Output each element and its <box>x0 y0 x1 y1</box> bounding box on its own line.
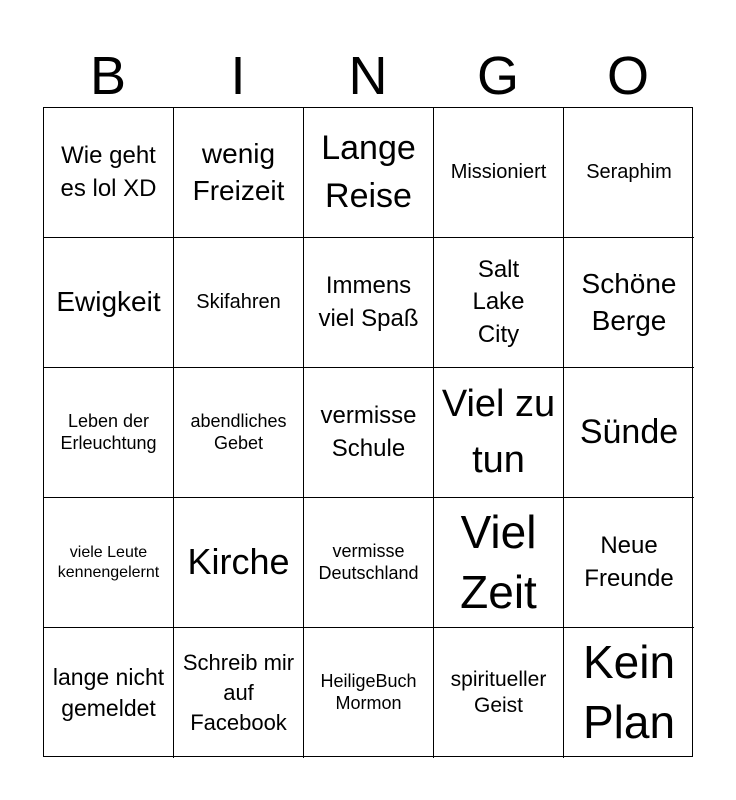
bingo-cell-r4c5[interactable] <box>564 498 694 628</box>
bingo-cell-r2c5[interactable] <box>564 238 694 368</box>
bingo-cell-r4c4[interactable] <box>434 498 564 628</box>
bingo-cell-r1c1[interactable] <box>44 108 174 238</box>
bingo-cell-r2c4[interactable] <box>434 238 564 368</box>
header-letter-b: B <box>89 46 127 106</box>
bingo-cell-r2c3[interactable] <box>304 238 434 368</box>
bingo-cell-r4c1[interactable] <box>44 498 174 628</box>
cell-text: Kein Plan <box>582 636 676 748</box>
bingo-cell-r4c3[interactable] <box>304 498 434 628</box>
cell-text: Ewigkeit <box>56 286 161 318</box>
cell-text: Schreib mir auf Facebook <box>182 650 295 735</box>
cell-text: Kirche <box>187 541 290 583</box>
cell-text: Sünde <box>579 412 679 451</box>
cell-text: Skifahren <box>196 291 281 313</box>
bingo-cell-r1c4[interactable] <box>434 108 564 238</box>
bingo-cell-r1c3[interactable] <box>304 108 434 238</box>
header-letter-n: N <box>348 46 388 106</box>
cell-text: Wie geht es lol XD <box>60 142 157 202</box>
cell-text: viele Leute kennengelernt <box>57 544 160 581</box>
bingo-cell-r5c4[interactable] <box>434 628 564 758</box>
cell-text: Viel Zeit <box>460 505 537 618</box>
cell-text: Missioniert <box>450 161 547 183</box>
cell-text: vermisse Schule <box>320 402 417 462</box>
bingo-header <box>43 44 693 108</box>
bingo-cell-r3c2[interactable] <box>174 368 304 498</box>
cell-text: Leben der Erleuchtung <box>60 410 157 453</box>
cell-text: Schöne Berge <box>581 268 677 336</box>
bingo-cell-r2c2[interactable] <box>174 238 304 368</box>
bingo-cell-r3c1[interactable] <box>44 368 174 498</box>
cell-text: Immens viel Spaß <box>318 272 419 332</box>
cell-text: Salt Lake City <box>472 255 525 348</box>
bingo-cell-r4c2[interactable] <box>174 498 304 628</box>
bingo-cell-r5c5[interactable] <box>564 628 694 758</box>
header-letter-i: I <box>230 46 246 106</box>
cell-text: HeiligeBuch Mormon <box>320 671 417 713</box>
bingo-cell-r1c2[interactable] <box>174 108 304 238</box>
bingo-cell-r2c1[interactable] <box>44 238 174 368</box>
cell-text: Viel zu tun <box>441 383 556 481</box>
cell-text: spiritueller Geist <box>450 667 547 717</box>
cell-text: wenig Freizeit <box>192 138 285 206</box>
bingo-cell-r1c5[interactable] <box>564 108 694 238</box>
bingo-cell-r3c4[interactable] <box>434 368 564 498</box>
cell-text: abendliches Gebet <box>190 410 287 453</box>
bingo-cell-r5c3[interactable] <box>304 628 434 758</box>
header-letter-g: G <box>476 46 519 106</box>
bingo-cell-r3c5[interactable] <box>564 368 694 498</box>
bingo-board <box>43 107 693 757</box>
cell-text: Lange Reise <box>321 128 416 215</box>
header-letter-o: O <box>606 46 649 106</box>
cell-text: vermisse Deutschland <box>318 540 419 583</box>
bingo-cell-r3c3[interactable] <box>304 368 434 498</box>
cell-text: Neue Freunde <box>584 532 674 592</box>
bingo-cell-r5c1[interactable] <box>44 628 174 758</box>
bingo-cell-r5c2[interactable] <box>174 628 304 758</box>
cell-text: lange nicht gemeldet <box>52 663 165 721</box>
cell-text: Seraphim <box>586 161 672 183</box>
